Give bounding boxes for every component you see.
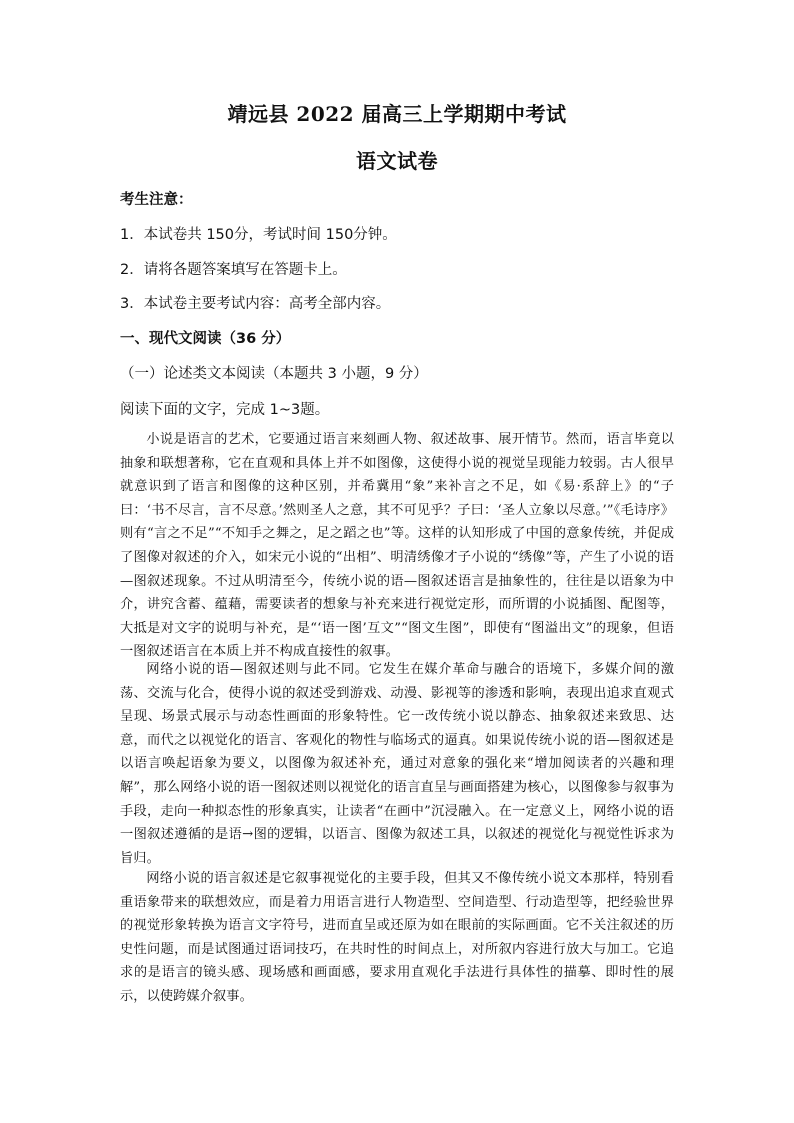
section-subheading: （一）论述类文本阅读（本题共 3 小题，9 分）: [120, 366, 428, 382]
exam-subtitle: 语文试卷: [356, 149, 438, 173]
notice-item-1: 1．本试卷共 150分，考试时间 150分钟。: [120, 227, 397, 243]
notice-item-2: 2．请将各题答案填写在答题卡上。: [120, 262, 347, 278]
passage-paragraph-2: 网络小说的语—图叙述则与此不同。它发生在媒介革命与融合的语境下，多媒介间的激荡、交流与化合，使得小说的叙述受到游戏、动漫、影视等的渗透和影响，表现出追求直观式呈现、场景式展示与动态性画面的形象特性。它一改传统小说以静态、抽象叙述来致思、达意，而代之以视觉化的语言、客观化的物性与临场式的逼真。如果说传统小说的语—图叙述是以语言唤起语象为要义，以图像为叙述补充，通过对意象的强化来“增加阅读者的兴趣和理解”，那么网络小说的语一图叙述则以视觉化的语言直呈与画面搭建为核心，以图像参与叙事为手段，走向一种拟态性的形象真实，让读者“在画中”沉浸融入。在一定意义上，网络小说的语一图叙述遵循的是语→图的逻辑，以语言、图像为叙述工具，以叙述的视觉化与视觉性诉求为旨归。: [120, 662, 674, 866]
exam-title: 靖远县 2022 届高三上学期期中考试: [227, 102, 567, 126]
notice-item-3: 3．本试卷主要考试内容：高考全部内容。: [120, 296, 391, 312]
notice-heading: 考生注意：: [120, 192, 193, 208]
section-heading: 一、现代文阅读（36 分）: [120, 331, 291, 347]
reading-instruction: 阅读下面的文字，完成 1~3题。: [120, 402, 330, 418]
passage-paragraph-3: 网络小说的语言叙述是它叙事视觉化的主要手段，但其又不像传统小说文本那样，特别看重语象带来的联想效应，而是着力用语言进行人物造型、空间造型、行动造型等，把经验世界的视觉形象转换为语言文字符号，进而直呈或还原为如在眼前的实际画面。它不关注叙述的历史性问题，而是试图通过语词技巧，在共时性的时间点上，对所叙内容进行放大与加工。它追求的是语言的镜头感、现场感和画面感，要求用直观化手法进行具体性的描摹、即时性的展示，以使跨媒介叙事。: [120, 871, 674, 1004]
passage-paragraph-1: 小说是语言的艺术，它要通过语言来刻画人物、叙述故事、展开情节。然而，语言毕竟以抽象和联想著称，它在直观和具体上并不如图像，这使得小说的视觉呈现能力较弱。古人很早就意识到了语言和图像的这种区别，并希冀用“象”来补言之不足，如《易·系辞上》的“子曰：‘书不尽言，言不尽意。’然则圣人之意，其不可见乎？子曰：‘圣人立象以尽意。’”《毛诗序》则有“言之不足”“不知手之舞之，足之蹈之也”等。这样的认知形成了中国的意象传统，并促成了图像对叙述的介入，如宋元小说的“出相”、明清绣像才子小说的“绣像”等，产生了小说的语—图叙述现象。不过从明清至今，传统小说的语—图叙述语言是抽象性的，往往是以语象为中介，讲究含蓄、蕴藉，需要读者的想象与补充来进行视觉定形，而所谓的小说插图、配图等，大抵是对文字的说明与补充，是“‘语一图’互文”“图文生图”，即使有“图溢出文”的现象，但语一图叙述语言在本质上并不构成直接性的叙事。: [120, 432, 674, 660]
